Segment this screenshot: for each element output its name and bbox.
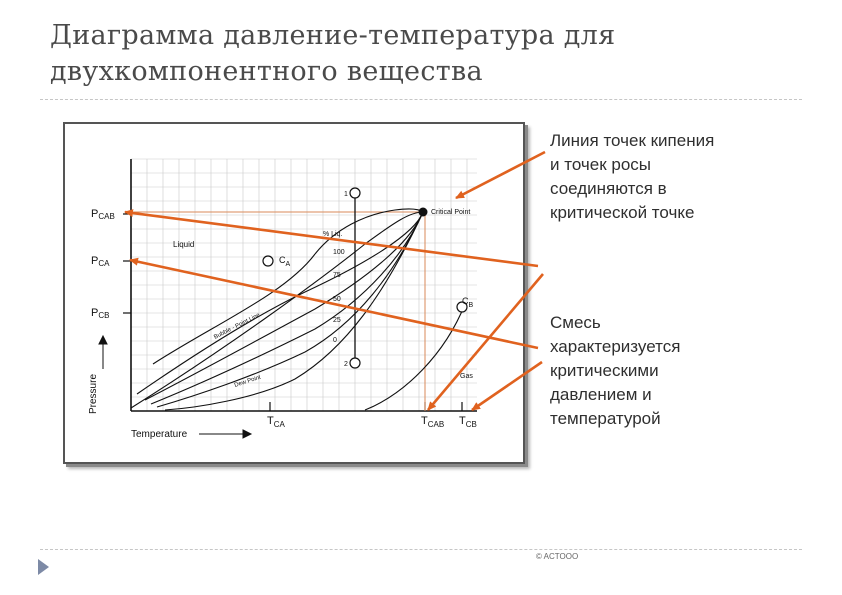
marker-2-circle	[350, 358, 360, 368]
pct-75: 75	[333, 272, 341, 279]
p-label-ca: PCA	[91, 255, 110, 268]
callout-bottom	[550, 311, 680, 431]
title-line-2: двухкомпонентного вещества	[50, 56, 483, 87]
curve-25	[157, 212, 423, 407]
callout-top-line-1: Линия точек кипения	[550, 131, 715, 150]
footer-credit: © ACTOOO	[536, 552, 579, 561]
callout-bottom-line-4: давлением и	[550, 385, 652, 404]
critical-point-dot	[419, 208, 428, 217]
slide-title	[50, 18, 750, 90]
marker-1-label: 1	[344, 191, 348, 198]
dew-point-line	[165, 212, 423, 410]
pct-100: 100	[333, 249, 345, 256]
t-label-cab: $T_{CAB}$	[421, 415, 445, 429]
vapor-pressure-b	[365, 304, 465, 410]
footer-divider	[40, 549, 802, 550]
x-axis-label: Temperature	[131, 429, 188, 440]
point-ca-circle	[263, 256, 273, 266]
marker-1-circle	[350, 188, 360, 198]
bubble-line-label: Bubble - Point Line	[213, 312, 262, 341]
t-label-cb: $T_{CB}$	[459, 415, 477, 429]
callout-bottom-line-2: характеризуется	[550, 337, 681, 356]
callout-top-line-2: и точек росы	[550, 155, 651, 174]
region-liquid-label: Liquid	[173, 240, 195, 249]
callout-bottom-line-1: Смесь	[550, 313, 601, 332]
pt-diagram	[65, 124, 523, 462]
callout-bottom-line-5: температурой	[550, 409, 661, 428]
pct-25: 25	[333, 317, 341, 324]
pct-liq-label: % Liq.	[323, 231, 343, 238]
callout-top	[550, 129, 714, 225]
title-line-1: Диаграмма давление-температура для	[50, 20, 616, 51]
callout-bottom-line-3: критическими	[550, 361, 659, 380]
axis-arrows	[99, 336, 251, 438]
p-label-cab: PCAB	[91, 208, 115, 221]
title-divider	[40, 99, 802, 100]
y-axis-label: Pressure	[88, 373, 99, 414]
next-slide-arrow-icon[interactable]	[38, 559, 49, 575]
point-ca-label: $C_A$	[279, 255, 291, 268]
t-label-ca: $T_{CA}$	[267, 415, 285, 429]
pt-diagram-figure	[63, 122, 525, 464]
p-label-cb: PCB	[91, 307, 110, 320]
pct-50: 50	[333, 296, 341, 303]
callout-top-line-4: критической точке	[550, 203, 695, 222]
point-cb-label: $C_B$	[462, 296, 474, 309]
region-gas-label: Gas	[460, 373, 473, 380]
callout-top-line-3: соединяются в	[550, 179, 667, 198]
critical-point-label: Critical Point	[431, 209, 471, 216]
dew-point-label: Dew Point	[233, 374, 262, 389]
marker-2-label: 2	[344, 361, 348, 368]
pct-0: 0	[333, 337, 337, 344]
